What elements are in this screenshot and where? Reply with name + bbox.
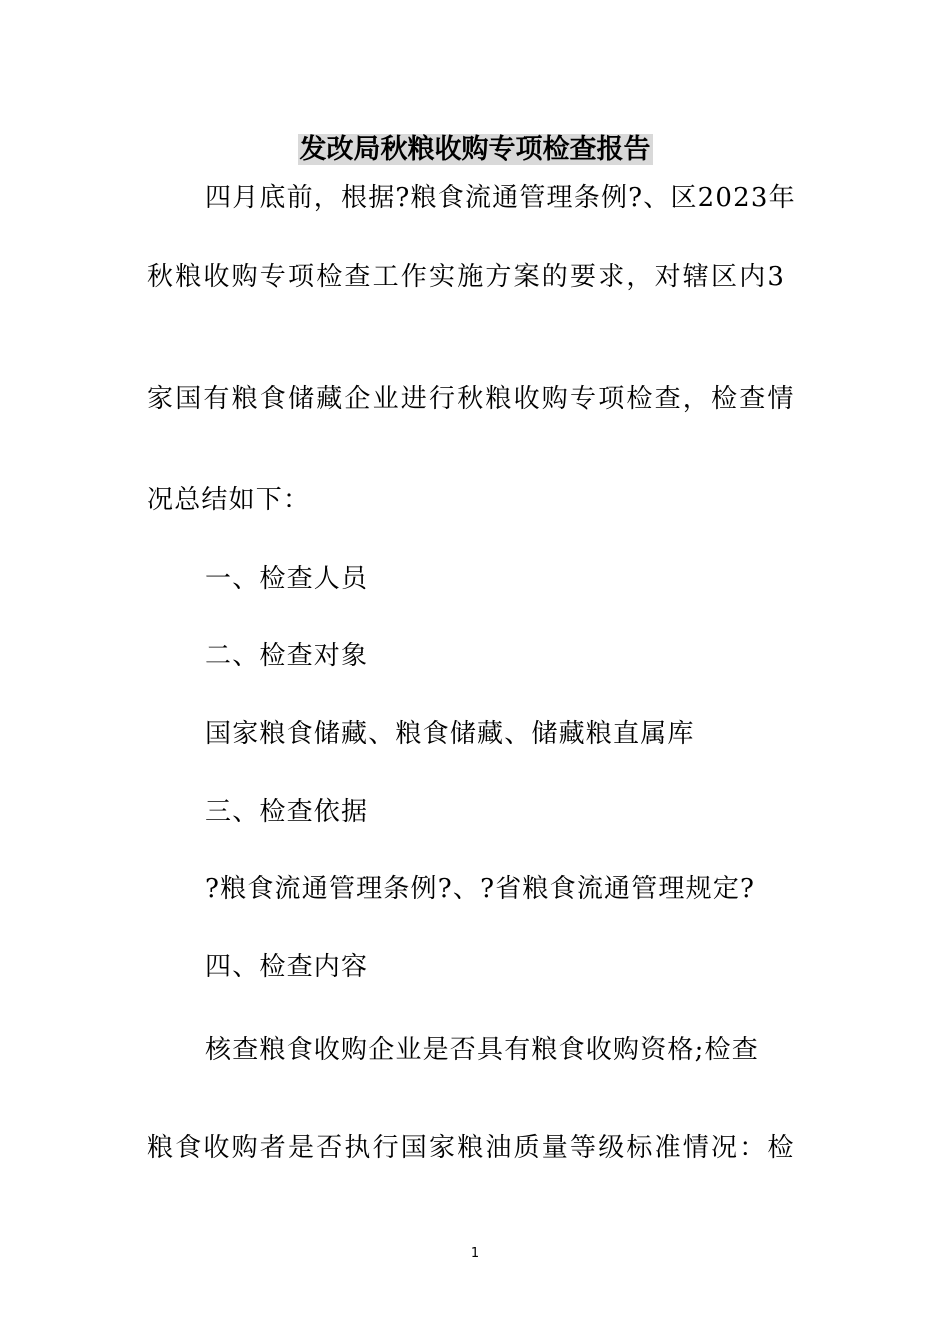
paragraph-line: ?粮食流通管理条例?、?省粮食流通管理规定? <box>205 874 756 904</box>
page-number: 1 <box>470 1246 480 1261</box>
document-title-text: 发改局秋粮收购专项检查报告 <box>299 134 651 165</box>
section-heading: 一、检查人员 <box>205 564 369 594</box>
paragraph-line: 四月底前，根据?粮食流通管理条例?、区2023年 <box>205 183 796 213</box>
paragraph-line: 核查粮食收购企业是否具有粮食收购资格;检查 <box>205 1035 759 1065</box>
paragraph-line: 国家粮食储藏、粮食储藏、储藏粮直属库 <box>205 719 695 749</box>
paragraph-line: 粮食收购者是否执行国家粮油质量等级标准情况：检 <box>147 1133 796 1163</box>
paragraph-line: 况总结如下： <box>147 485 311 515</box>
document-title <box>0 130 950 170</box>
section-heading: 三、检查依据 <box>205 797 369 827</box>
paragraph-line: 家国有粮食储藏企业进行秋粮收购专项检查，检查情 <box>147 384 796 414</box>
section-heading: 二、检查对象 <box>205 641 369 671</box>
section-heading: 四、检查内容 <box>205 952 369 982</box>
paragraph-line: 秋粮收购专项检查工作实施方案的要求，对辖区内3 <box>147 262 787 292</box>
